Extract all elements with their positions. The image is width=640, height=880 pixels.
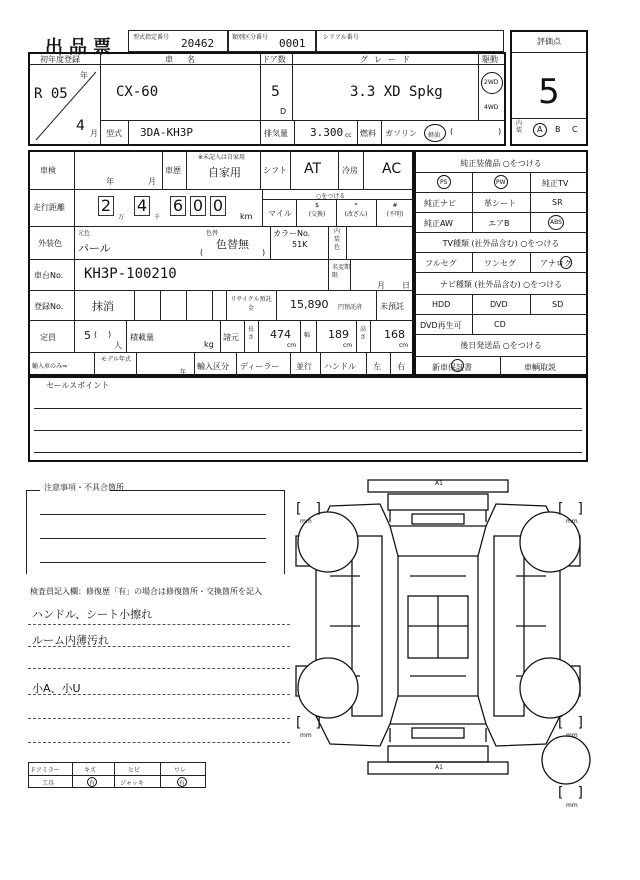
mileage-digit-3: 6 [170, 196, 186, 216]
car-name-label: 車名 [165, 55, 209, 64]
mileage-opt-tampered: * (改ざん) [344, 202, 368, 218]
shift: AT [304, 161, 322, 177]
shaken-year-unit: 年 [106, 177, 114, 186]
navi-hdd: HDD [432, 300, 451, 309]
model-year-unit: 年 [180, 369, 187, 376]
mileage-opt-unknown: # (不明) [386, 202, 404, 218]
load-kg-unit: kg [204, 340, 214, 349]
legend-tool: 工具 [42, 780, 55, 787]
import-parallel: 並行 [296, 362, 312, 371]
history: 自家用 [208, 166, 241, 179]
spare-wheel [542, 736, 590, 784]
model-year-label: モデル年式 [101, 356, 131, 363]
fuel-gasoline: ガソリン [385, 129, 417, 138]
tread-spare-unit: mm [566, 802, 578, 809]
category-no-cell [228, 30, 316, 52]
mileage-man-unit: 万 [118, 214, 125, 221]
interior-label: 内装 [516, 120, 523, 134]
length-unit: cm [287, 342, 297, 349]
cc-label: 排気量 [264, 129, 288, 138]
mileage-opt-mile: マイル [268, 209, 292, 218]
handle-label: ハンドル [324, 362, 356, 371]
not-deposited: 未預託 [380, 302, 404, 311]
tread-rr-bracket: [ ] [558, 715, 583, 731]
mileage-km-unit: km [240, 212, 253, 221]
interior-color-label: 内装色 [334, 228, 341, 251]
history-label: 車歴 [165, 166, 181, 175]
repaint-label: 色替 [206, 230, 219, 237]
height-label: 高さ [360, 326, 367, 341]
legend-tool-val: 有 [89, 780, 96, 787]
model-label: 型式 [106, 129, 122, 138]
width-unit: cm [343, 342, 353, 349]
reg: 抹消 [92, 300, 114, 313]
history-note: ※未記入は自家用 [198, 154, 246, 161]
color-no-label: カラーNo. [273, 229, 311, 238]
color-no: 51K [292, 240, 308, 249]
evaluation-score: 5 [538, 72, 560, 112]
drive-2wd: 2WD [484, 79, 499, 86]
mileage-digit-2: 4 [134, 196, 150, 216]
serial-label: シリアル番号 [323, 34, 359, 41]
capacity-unit: 人 [114, 341, 122, 350]
serial-cell [316, 30, 504, 52]
diagram-a1-top: A1 [435, 480, 443, 487]
recycle: 15,890 [290, 298, 329, 311]
model-no: 20462 [181, 37, 215, 50]
genuine-aw: 純正AW [424, 219, 453, 228]
evaluation-box [510, 30, 588, 146]
name-change-label: 名変期限 [332, 264, 351, 279]
cc-unit: cc [345, 132, 352, 139]
first-reg-label: 初年度登録 [40, 55, 80, 64]
length: 474 [270, 328, 291, 341]
category-no-label: 類別区分番号 [232, 34, 269, 41]
ac-label: 冷房 [342, 166, 358, 175]
tv-oneseg: ワンセグ [484, 259, 516, 268]
airbag: エアB [488, 219, 510, 228]
later-title: 後日発送品 ○をつける [460, 341, 542, 350]
load-label: 積載量 [130, 333, 154, 342]
grade-label: グレード [360, 55, 416, 64]
import-label: 輸入車のみ⇒ [32, 363, 68, 370]
mileage-attach-note: ○をつける [316, 193, 346, 200]
color-label: 外装色 [38, 239, 62, 248]
height-unit: cm [399, 342, 409, 349]
diagram-a1-bottom: A1 [435, 764, 443, 771]
cc: 3.300 [310, 126, 344, 139]
category-no: 0001 [279, 37, 306, 50]
shift-label: シフト [263, 166, 287, 175]
handle-left: 左 [373, 362, 381, 371]
navi-sd: SD [552, 300, 564, 309]
tread-fl-bracket: [ ] [296, 501, 321, 517]
repaint: 色替無 [216, 238, 249, 251]
legend-door-mirror: ドアミラー [30, 767, 60, 774]
tread-rr-unit: mm [566, 732, 578, 739]
interior-c: C [572, 125, 578, 134]
import-dealer: ディーラー [240, 362, 280, 371]
recycle-label: リサイクル預託金 [230, 296, 272, 312]
fuel-other-open: ( [450, 127, 454, 136]
chassis-label: 車台No. [34, 271, 64, 280]
repaint-open: ( [200, 248, 204, 257]
genuine-tv: 純正TV [542, 179, 569, 188]
handle-right: 右 [397, 362, 405, 371]
chassis: KH3P-100210 [84, 266, 177, 282]
orig-color: パール [78, 242, 111, 255]
height: 168 [384, 328, 405, 341]
fuel-other-close: ) [498, 127, 502, 136]
name-change-month: 月 [377, 281, 385, 290]
ac: AC [382, 161, 402, 177]
doors-label: ドア数 [262, 55, 286, 64]
reg-label: 登録No. [34, 302, 64, 311]
genuine-navi: 純正ナビ [424, 199, 456, 208]
model-no-label: 型式指定番号 [133, 34, 170, 41]
interior-b: B [555, 125, 561, 134]
tread-fr-bracket: [ ] [558, 501, 583, 517]
drive-4wd: 4WD [484, 104, 499, 111]
model-no-cell [128, 30, 228, 52]
inspector-label: 検査員記入欄：修復歴「有」の場合は修復箇所・交換箇所を記入 [30, 587, 262, 596]
mileage-label: 走行距離 [33, 203, 65, 212]
legend-jack: ジャッキ [120, 780, 144, 787]
legend-scratch: キズ [84, 767, 96, 774]
drive-label: 駆動 [482, 55, 498, 64]
evaluation-label: 評価点 [537, 37, 561, 46]
pw: PW [496, 179, 506, 186]
inspector-line-3: 小A、小U [32, 682, 81, 695]
car-name: CX-60 [116, 84, 159, 100]
navi-cd: CD [494, 320, 506, 329]
form-title: 出品票 [45, 37, 117, 58]
tread-fl-unit: mm [300, 518, 312, 525]
tread-rl-bracket: [ ] [296, 715, 321, 731]
sales-point-block [28, 376, 588, 462]
dims-label: 諸元 [223, 333, 239, 342]
tv-title: TV種類 (社外品含む) ○をつける [442, 239, 560, 248]
legend-crack: ヒビ [128, 767, 141, 774]
rear-left-wheel [298, 658, 358, 718]
sunroof: SR [552, 198, 563, 207]
inspector-line-2: ルーム内薄汚れ [32, 634, 109, 647]
navi-dvd: DVD [490, 300, 508, 309]
first-reg-month: 4 [76, 118, 85, 134]
mileage-sen-unit: 千 [154, 214, 161, 221]
fuel-diesel: 軽油 [428, 132, 441, 139]
shaken-month-unit: 月 [148, 177, 156, 186]
leather-seat: 革シート [484, 199, 516, 208]
grade: 3.3 XD Spkg [350, 84, 443, 100]
caution-label: 注意事項・不具合箇所 [44, 483, 124, 492]
length-label: 長さ [248, 326, 255, 341]
first-reg-month-suffix: 月 [90, 129, 98, 138]
recycle-suffix: 円預託済 [338, 304, 363, 311]
model: 3DA-KH3P [140, 126, 193, 139]
vehicle-manual: 車輌取説 [524, 363, 556, 372]
interior-a: A [537, 125, 543, 134]
tread-rl-unit: mm [300, 732, 312, 739]
door-type: D [280, 107, 287, 116]
mileage-opt-exchange: $ (交換) [308, 202, 326, 218]
import-type-label: 輸入区分 [197, 362, 229, 371]
navi-title: ナビ種類 (社外品含む) ○をつける [439, 280, 563, 289]
tread-spare-bracket: [ ] [558, 785, 583, 801]
tv-analog: アナログ [540, 259, 572, 268]
car-diagram [290, 476, 610, 806]
orig-color-label: 元色 [78, 230, 91, 237]
tread-fr-unit: mm [566, 518, 578, 525]
genuine-title: 純正装備品 ○をつける [460, 159, 542, 168]
repaint-close: ) [262, 248, 266, 257]
doors: 5 [271, 84, 280, 100]
rear-right-wheel [520, 658, 580, 718]
inspector-line-1: ハンドル、シート小擦れ [32, 608, 153, 621]
abs: ABS [550, 219, 562, 226]
first-reg-year-suffix: 年 [80, 71, 88, 80]
capacity-label: 定員 [40, 333, 56, 342]
ps: PS [440, 179, 448, 186]
mileage-digit-5: 0 [210, 196, 226, 216]
shaken-label: 車検 [40, 166, 56, 175]
width-label: 幅 [304, 332, 311, 339]
legend-jack-val: 有 [179, 780, 186, 787]
legend-break: ワレ [174, 767, 187, 774]
tv-fullseg: フルセグ [425, 259, 457, 268]
first-reg-era: R 05 [34, 86, 68, 102]
sales-point-label: セールスポイント [46, 381, 110, 390]
width: 189 [328, 328, 349, 341]
new-car-warranty: 新車保証書 [432, 363, 472, 372]
navi-dvd-play: DVD再生可 [420, 321, 462, 330]
mileage-digit-1: 2 [98, 196, 114, 216]
capacity: 5 [84, 329, 91, 342]
fuel-label: 燃料 [360, 129, 376, 138]
mileage-digit-4: 0 [190, 196, 206, 216]
